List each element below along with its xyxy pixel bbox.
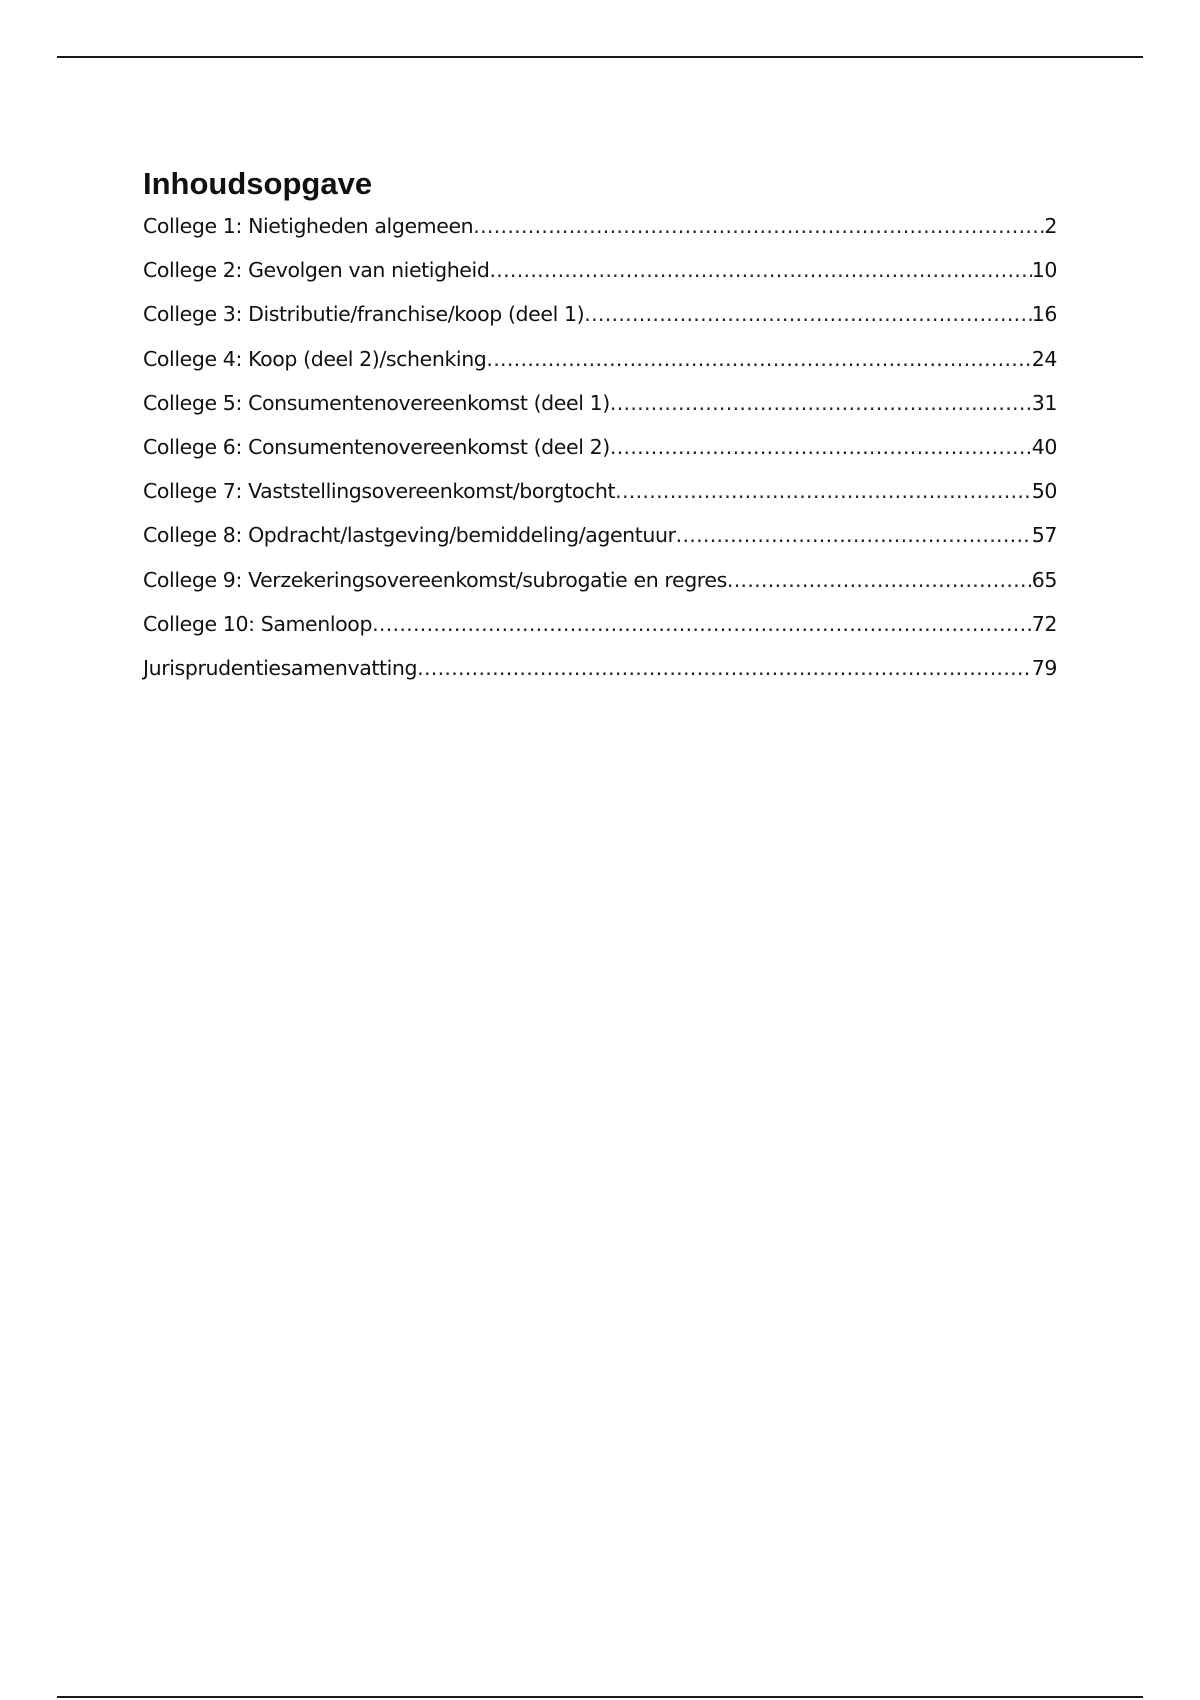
toc-entry-page: 10 [1031, 258, 1057, 283]
toc-entry-page: 16 [1031, 302, 1057, 327]
toc-dot-leader [584, 302, 1031, 326]
toc-entry-college-4[interactable] [143, 347, 1057, 391]
toc-entry-college-1[interactable] [143, 214, 1057, 258]
toc-entry-label: College 1: Nietigheden algemeen [143, 214, 474, 238]
toc-entry-college-8[interactable] [143, 523, 1057, 567]
toc-entry-label: College 2: Gevolgen van nietigheid [143, 258, 490, 283]
toc-entry-college-6[interactable] [143, 435, 1057, 479]
toc-entry-page: 40 [1031, 434, 1057, 459]
toc-entry-page: 65 [1031, 567, 1057, 592]
toc-entry-jurisprudentie[interactable] [143, 656, 1057, 700]
toc-entry-page: 24 [1031, 346, 1057, 371]
toc-dot-leader [676, 523, 1032, 547]
toc-dot-leader [372, 612, 1032, 636]
toc-entry-college-2[interactable] [143, 258, 1057, 302]
toc-entry-label: College 6: Consumentenovereenkomst (deel 2) [143, 434, 610, 459]
toc-entry-college-3[interactable] [143, 302, 1057, 346]
toc-entry-page: 72 [1031, 611, 1057, 636]
toc-dot-leader [486, 347, 1031, 371]
toc-entry-college-10[interactable] [143, 612, 1057, 656]
footer-rule [57, 1696, 1143, 1698]
toc-entry-page: 79 [1031, 655, 1057, 680]
toc-entry-label: Jurisprudentiesamenvatting [143, 655, 418, 680]
toc-entry-page: 57 [1031, 523, 1057, 548]
toc-entry-label: College 3: Distributie/franchise/koop (deel 1) [143, 302, 585, 327]
toc-dot-leader [610, 391, 1032, 415]
toc-entry-college-5[interactable] [143, 391, 1057, 435]
toc-dot-leader [489, 258, 1031, 282]
header-rule [57, 56, 1143, 58]
toc-entry-label: College 9: Verzekeringsovereenkomst/subrogatie en regres [143, 567, 727, 592]
toc-entry-label: College 5: Consumentenovereenkomst (deel 1) [143, 390, 610, 415]
toc-entry-page: 31 [1031, 390, 1057, 415]
toc-list [143, 214, 1057, 700]
toc-entry-label: College 10: Samenloop [143, 611, 373, 636]
toc-dot-leader [610, 435, 1032, 459]
toc-title: Inhoudsopgave [143, 166, 373, 201]
toc-entry-college-9[interactable] [143, 568, 1057, 612]
toc-dot-leader [615, 479, 1032, 503]
toc-entry-label: College 4: Koop (deel 2)/schenking [143, 346, 487, 371]
toc-entry-college-7[interactable] [143, 479, 1057, 523]
toc-entry-label: College 7: Vaststellingsovereenkomst/borgtocht [143, 479, 616, 504]
toc-dot-leader [727, 568, 1032, 592]
toc-entry-label: College 8: Opdracht/lastgeving/bemiddeling/agentuur [143, 523, 676, 548]
toc-entry-page: 50 [1031, 479, 1057, 504]
toc-dot-leader [417, 656, 1032, 680]
table-of-contents [143, 164, 1057, 700]
toc-dot-leader [473, 214, 1044, 238]
toc-entry-page: 2 [1044, 214, 1057, 238]
